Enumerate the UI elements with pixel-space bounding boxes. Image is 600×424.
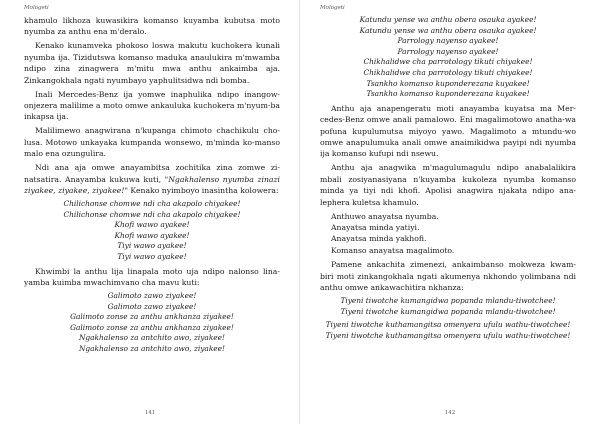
verse-line: Chilichonse chomwe ndi cha akapolo chiyakee!: [63, 209, 241, 219]
action-list: [331, 211, 576, 257]
quoted-song: "Ngakhalenso nyumba zinazi ziyakee, ziyakee, ziyakee!": [24, 174, 280, 196]
paragraph: Malilimewo anagwirana n'kupanga chimoto chachikulu cho-lusa. Motowo unkayaka kumpanda wonsewo, m'minda ko-manso malo ena ozungulira.: [24, 126, 280, 159]
song-verse: [24, 199, 280, 263]
page-number: 142: [444, 410, 456, 416]
running-header: Mologeti: [24, 5, 49, 11]
verse-line: Khofi wawo ayakee!: [114, 230, 190, 240]
verse-line: Parrology nayenso ayakee!: [397, 36, 499, 46]
paragraph-text: Kenako nyimboyo inasintha kolowera:: [127, 186, 279, 196]
page-number: 141: [144, 410, 156, 416]
verse-line: Chikhalidwe cha parrotology tikuti chiyakee!: [363, 57, 533, 67]
song-verse: [320, 296, 576, 317]
list-item: Anayatsa minda yakhofi.: [331, 234, 427, 244]
verse-line: Tiyi wawo ayakee!: [117, 241, 187, 251]
verse-line: Tiyeni tiwotche kumangidwa popanda mlandu-tiwotchee!: [340, 296, 556, 306]
verse-line: Galimoto zawo ziyakee!: [107, 291, 197, 301]
paragraph: Kenako kunamveka phokoso loswa makutu kuchokera kunali nyumba ija. Tizidutswa komanso maduka anaulukira m'mwamba ndipo zina zinagwera m'mitu mwa anthu ankaimba aja. Zinkangokhala ngati nyumbayo yaphulitsidwa ndi bomba.: [24, 41, 280, 85]
verse-line: Galimoto zonse za anthu ankhanza ziyakee!: [70, 312, 234, 322]
paragraph: Khwimbi la anthu lija linapala moto uja ndipo nalonso lina-yamba kuimba mwachimvano cha mavu kuti:: [24, 266, 280, 288]
paragraph: Inali Mercedes-Benz ija yomwe inaphulika ndipo inangow-onjezera malilime a moto omwe ankauluka kuchokera m'nyum-ba inkapsa ija.: [24, 89, 280, 122]
verse-line: Parrology nayenso ayakee!: [397, 46, 499, 56]
verse-line: Katundu yense wa anthu obera osauka ayakee!: [359, 15, 537, 24]
list-item: Anayatsa minda yatiyi.: [331, 223, 420, 232]
running-header: Mologeti: [320, 5, 345, 11]
verse-line: Tsankho komanso kuponderezana kuyakee!: [366, 78, 530, 88]
song-verse: [320, 15, 576, 100]
verse-line: Chilichonse chomwe ndi cha akapolo chiyakee!: [63, 199, 241, 209]
right-page: [300, 0, 600, 424]
paragraph: khamulo likhoza kuwasikira komanso kuyamba kubutsa moto nyumba za anthu ena m'deralo.: [24, 16, 280, 37]
paragraph: Pamene ankachita zimenezi, ankaimbanso mokweza kwam-biri moti zinkangokhala ngati akumenya nkhondo yolimbana ndi anthu omwe ankawachitira nkhanza:: [320, 260, 576, 293]
paragraph: [24, 162, 280, 196]
verse-line: Tiyi wawo ayakee!: [117, 252, 187, 262]
verse-line: Galimoto zonse za anthu ankhanza ziyakee!: [70, 322, 234, 332]
verse-line: Katundu yense wa anthu obera osauka ayakee!: [359, 25, 537, 35]
verse-line: Tiyeni tiwotche kumangidwa popanda mlandu-tiwotchee!: [340, 306, 556, 316]
verse-line: Tiyeni tiwotche kuthamangitsa omenyera ufulu wathu-tiwotchee!: [325, 330, 571, 340]
paragraph: Anthu aja anagwika m'magulumagulu ndipo anabalalikira mbali zosiyanasiyana n'kuyamba kukoleza nyumba komanso minda ya tiyi ndi khofi. Apolisi anagwira njakata ndipo ana-lephera kuletsa khamulo.: [320, 163, 576, 207]
verse-line: Ngakhalenso za antchito awo, ziyakee!: [78, 333, 226, 343]
verse-line: Khofi wawo ayakee!: [114, 220, 190, 230]
song-verse: [320, 320, 576, 341]
paragraph-text: Ndi ana aja omwe anayambitsa zochitika zina zomwe zi-natsatira. Anayamba kukuwa kuti,: [24, 163, 280, 184]
verse-line: Chikhalidwe cha parrotology tikuti chiyakee!: [363, 67, 533, 77]
verse-line: Ngakhalenso za antchito awo, ziyakee!: [78, 344, 226, 353]
song-verse: [24, 291, 280, 355]
list-item: Anthuwo anayatsa nyumba.: [331, 211, 439, 221]
verse-line: Galimoto zawo ziyakee!: [107, 301, 197, 311]
paragraph: Anthu aja anapengeratu moti anayamba kuyatsa ma Mer-cedes-Benz omwe anali pamalowo. Eni magalimotowo anatha-wa pofuna kupulumutsa miyoyo yawo. Magalimoto a mtundu-wo omwe anapulumuka anali omwe anaimikidwa payipi ndi nyumba ija komanso kufupi ndi nsewu.: [320, 103, 576, 159]
verse-line: Tiyeni tiwotche kuthamangitsa omenyera ufulu wathu-tiwotchee!: [325, 320, 571, 330]
list-item: Komanso anayatsa magalimoto.: [331, 245, 455, 255]
verse-line: Tsankho komanso kuponderezana kuyakee!: [366, 89, 530, 99]
